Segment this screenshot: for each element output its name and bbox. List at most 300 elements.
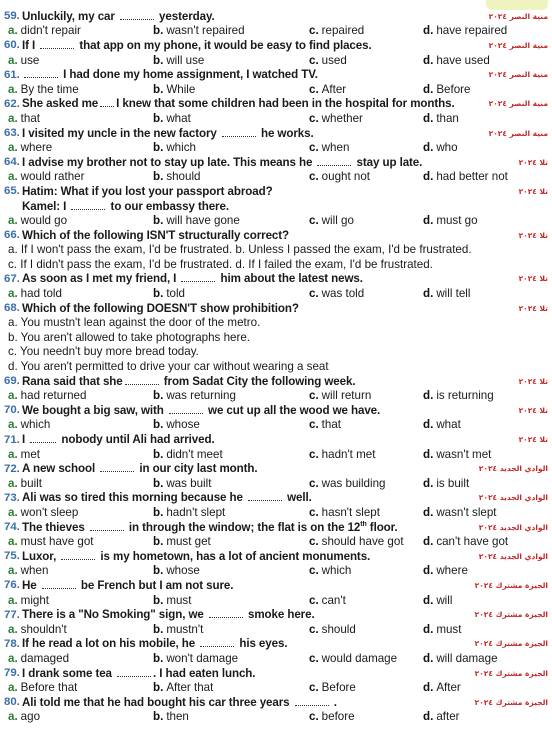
option-letter: d. (423, 535, 434, 549)
option-text: hadn't slept (166, 505, 226, 519)
question-number: 68. (4, 302, 20, 315)
question-text-start: If he read a lot on his mobile, he (22, 637, 199, 651)
option-b[interactable] (153, 418, 309, 431)
option-letter: d. (423, 111, 434, 125)
option-letter: d. (423, 287, 434, 301)
option-letter: a. (8, 418, 18, 432)
option-b[interactable] (153, 594, 309, 607)
option-letter: b. (153, 651, 164, 665)
option-d[interactable] (423, 418, 548, 431)
option-text: Before (436, 82, 471, 96)
option-a[interactable] (8, 83, 153, 96)
option-c[interactable] (309, 710, 423, 723)
option-text: won't sleep (20, 505, 79, 519)
option-c[interactable] (309, 652, 423, 665)
option-text: was building (321, 476, 386, 490)
option-text: was built (166, 476, 212, 490)
question-text-start: There is a "No Smoking" sign, we (22, 608, 207, 622)
option-d[interactable] (423, 477, 548, 490)
option-d[interactable] (423, 141, 548, 154)
question-text-end: smoke here. (244, 608, 315, 622)
option-c[interactable] (309, 418, 423, 431)
option-line[interactable] (4, 359, 548, 374)
question-text (22, 68, 318, 81)
question-row (4, 184, 548, 199)
question-text-end: to our embassy there. (107, 199, 229, 213)
option-letter: a. (8, 82, 18, 96)
option-line[interactable] (4, 257, 548, 272)
option-text: that (20, 111, 41, 125)
option-letter: c. (309, 111, 319, 125)
option-d[interactable] (423, 506, 548, 519)
answer-blank[interactable] (222, 127, 256, 137)
option-text: would damage (321, 651, 398, 665)
option-letter: d. (423, 170, 434, 184)
question-text-start: A new school (22, 462, 99, 476)
source-tag: تلا ٢٠٢٤ (518, 274, 548, 284)
question-text-start: If I (22, 38, 39, 52)
option-letter: b. (153, 111, 164, 125)
option-a[interactable] (8, 170, 153, 183)
option-letter: c. (309, 564, 319, 578)
option-a[interactable] (8, 623, 153, 636)
option-letter: a. (8, 170, 18, 184)
answer-blank[interactable] (125, 375, 159, 385)
question-row (4, 272, 548, 287)
option-b[interactable] (153, 141, 309, 154)
option-text: After that (166, 681, 214, 695)
answer-blank[interactable] (100, 97, 114, 107)
option-a[interactable] (8, 214, 153, 227)
answer-blank[interactable] (317, 156, 351, 166)
option-b[interactable] (153, 389, 309, 402)
question-sheet (4, 9, 548, 724)
question-number: 69. (4, 375, 20, 388)
option-text: should have got (321, 535, 404, 549)
answer-blank[interactable] (169, 404, 203, 414)
question-number: 80. (4, 696, 20, 709)
option-text: met (20, 447, 40, 461)
question-row (4, 666, 548, 681)
option-text: will damage (436, 651, 498, 665)
option-text: before (321, 710, 355, 724)
question-text-end: I had done my home assignment, I watched TV. (60, 68, 318, 82)
source-tag: تلا ٢٠٢٤ (518, 405, 548, 415)
option-line-text: c. You needn't buy more bread today. (8, 345, 199, 359)
options-row (4, 82, 548, 97)
option-a[interactable] (8, 710, 153, 723)
options-row (4, 622, 548, 637)
answer-blank[interactable] (181, 272, 215, 282)
question-text-start: We bought a big saw, with (22, 403, 167, 417)
option-letter: d. (423, 710, 434, 724)
answer-blank[interactable] (295, 696, 329, 706)
answer-blank[interactable] (120, 10, 154, 20)
option-text: told (166, 287, 186, 301)
option-text: was told (321, 287, 365, 301)
question-text-end: in our city last month. (136, 462, 258, 476)
question-text-start: Ali told me that he had bought his car three years (22, 695, 293, 709)
option-letter: b. (153, 535, 164, 549)
option-c[interactable] (309, 83, 423, 96)
option-a[interactable] (8, 141, 153, 154)
question-text-end: well. (283, 491, 312, 505)
option-d[interactable] (423, 170, 548, 183)
question-text (22, 39, 372, 52)
option-line[interactable] (4, 345, 548, 360)
option-letter: a. (8, 24, 18, 38)
question-number: 64. (4, 156, 20, 169)
question-text (22, 272, 363, 285)
question-number: 67. (4, 272, 20, 285)
question-text-start: I (22, 433, 29, 447)
option-d[interactable] (423, 594, 548, 607)
option-text: will return (321, 389, 372, 403)
question-text-start: The thieves (22, 520, 88, 534)
question-text-end: . (330, 695, 337, 709)
option-b[interactable] (153, 214, 309, 227)
options-row (4, 213, 548, 228)
question-text (22, 10, 215, 23)
question-number: 73. (4, 491, 20, 504)
option-text: whose (166, 418, 200, 432)
options-row (4, 140, 548, 155)
option-b[interactable] (153, 112, 309, 125)
option-d[interactable] (423, 652, 548, 665)
option-letter: b. (153, 564, 164, 578)
option-d[interactable] (423, 448, 548, 461)
option-a[interactable] (8, 681, 153, 694)
question-text (22, 696, 337, 709)
option-c[interactable] (309, 681, 423, 694)
question-text-end: from Sadat City the following week. (160, 374, 356, 388)
question-text-start: He (22, 578, 40, 592)
question-text-end: him about the latest news. (217, 272, 363, 286)
option-c[interactable] (309, 389, 423, 402)
option-d[interactable] (423, 214, 548, 227)
option-line[interactable] (4, 243, 548, 258)
answer-blank[interactable] (24, 68, 58, 78)
question-number: 66. (4, 229, 20, 242)
question-text (22, 579, 233, 592)
option-c[interactable] (309, 448, 423, 461)
question-text (22, 521, 398, 534)
option-letter: b. (153, 82, 164, 96)
answer-blank[interactable] (117, 667, 151, 677)
option-letter: a. (8, 111, 18, 125)
option-letter: d. (423, 389, 434, 403)
option-c[interactable] (309, 214, 423, 227)
source-tag: الجيزة مشترك ٢٠٢٤ (474, 639, 548, 649)
option-a[interactable] (8, 535, 153, 548)
option-c[interactable] (309, 24, 423, 37)
option-text: when (20, 564, 49, 578)
option-text: damaged (20, 651, 70, 665)
option-letter: c. (309, 389, 319, 403)
option-d[interactable] (423, 83, 548, 96)
option-letter: d. (423, 681, 434, 695)
option-letter: c. (309, 82, 319, 96)
option-d[interactable] (423, 24, 548, 37)
option-b[interactable] (153, 170, 309, 183)
option-letter: c. (309, 651, 319, 665)
option-text: than (436, 111, 459, 125)
option-text: will tell (436, 287, 471, 301)
answer-blank[interactable] (90, 521, 124, 531)
option-letter: d. (423, 564, 434, 578)
options-row (4, 111, 548, 126)
option-b[interactable] (153, 83, 309, 96)
option-text: what (436, 418, 461, 432)
option-letter: c. (309, 681, 319, 695)
option-b[interactable] (153, 652, 309, 665)
option-letter: b. (153, 710, 164, 724)
question-text-end: stay up late. (353, 155, 423, 169)
option-letter: b. (153, 53, 164, 67)
option-letter: c. (309, 141, 319, 155)
option-a[interactable] (8, 24, 153, 37)
option-text: will (436, 593, 453, 607)
question-text-end: in through the window; the flat is on the 12th floor. (125, 520, 398, 534)
question-text (22, 550, 370, 563)
source-tag: الجيزة مشترك ٢٠٢٤ (474, 580, 548, 590)
question-text-end: his eyes. (236, 637, 288, 651)
option-letter: c. (309, 710, 319, 724)
option-letter: d. (423, 593, 434, 607)
option-b[interactable] (153, 448, 309, 461)
question-row (4, 578, 548, 593)
option-line[interactable] (4, 315, 548, 330)
option-text: had better not (436, 170, 508, 184)
option-b[interactable] (153, 287, 309, 300)
answer-blank[interactable] (30, 433, 56, 443)
option-d[interactable] (423, 681, 548, 694)
options-row (4, 170, 548, 185)
question-text-end: that app on my phone, it would be easy to find places. (76, 38, 372, 52)
question-text-start: Which of the following DOESN'T show prohibition? (22, 301, 299, 315)
option-d[interactable] (423, 710, 548, 723)
question-row (4, 38, 548, 53)
option-letter: d. (423, 82, 434, 96)
option-text: must (166, 593, 192, 607)
option-a[interactable] (8, 594, 153, 607)
option-letter: a. (8, 505, 18, 519)
option-text: After (321, 82, 347, 96)
options-row (4, 534, 548, 549)
option-a[interactable] (8, 54, 153, 67)
option-text: would go (20, 214, 68, 228)
option-letter: b. (153, 24, 164, 38)
option-a[interactable] (8, 652, 153, 665)
answer-blank[interactable] (248, 491, 282, 501)
question-text-end: . I had eaten lunch. (153, 666, 256, 680)
options-row (4, 651, 548, 666)
option-d[interactable] (423, 389, 548, 402)
option-b[interactable] (153, 24, 309, 37)
question-text-start: I advise my brother not to stay up late. This means he (22, 155, 316, 169)
option-letter: d. (423, 53, 434, 67)
option-b[interactable] (153, 681, 309, 694)
option-b[interactable] (153, 477, 309, 490)
option-text: After (436, 681, 461, 695)
option-text: will go (321, 214, 354, 228)
option-a[interactable] (8, 506, 153, 519)
option-text: ought not (321, 170, 371, 184)
question-row (4, 695, 548, 710)
answer-blank[interactable] (42, 579, 76, 589)
option-text: had returned (20, 389, 87, 403)
question-number: 74. (4, 521, 20, 534)
source-tag: تلا ٢٠٢٤ (518, 157, 548, 167)
question-row (4, 67, 548, 82)
option-c[interactable] (309, 287, 423, 300)
option-letter: c. (309, 24, 319, 38)
option-line[interactable] (4, 330, 548, 345)
option-text: must go (436, 214, 478, 228)
option-b[interactable] (153, 54, 309, 67)
question-text (22, 156, 422, 169)
option-text: repaired (321, 24, 365, 38)
option-c[interactable] (309, 112, 423, 125)
option-c[interactable] (309, 623, 423, 636)
source-tag: الوادي الجديد ٢٠٢٤ (478, 493, 548, 503)
option-letter: b. (153, 170, 164, 184)
option-letter: d. (423, 476, 434, 490)
option-b[interactable] (153, 535, 309, 548)
option-text: is returning (436, 389, 494, 403)
option-a[interactable] (8, 287, 153, 300)
question-number: 72. (4, 462, 20, 475)
source-tag: الوادي الجديد ٢٠٢٤ (478, 551, 548, 561)
option-letter: b. (153, 287, 164, 301)
option-d[interactable] (423, 535, 548, 548)
source-tag: منية النصر ٢٠٢٤ (488, 128, 548, 138)
option-text: then (166, 710, 189, 724)
options-row (4, 286, 548, 301)
option-letter: b. (153, 389, 164, 403)
option-letter: a. (8, 710, 18, 724)
option-b[interactable] (153, 506, 309, 519)
question-number: 71. (4, 433, 20, 446)
option-text: should (321, 622, 356, 636)
option-c[interactable] (309, 141, 423, 154)
option-letter: c. (309, 418, 319, 432)
option-d[interactable] (423, 287, 548, 300)
option-b[interactable] (153, 623, 309, 636)
options-row (4, 24, 548, 39)
option-text: whose (166, 564, 200, 578)
option-text: who (436, 141, 458, 155)
question-number: 59. (4, 10, 20, 23)
option-a[interactable] (8, 418, 153, 431)
source-tag: الجيزة مشترك ٢٠٢٤ (474, 668, 548, 678)
source-tag: تلا ٢٠٢٤ (518, 303, 548, 313)
option-a[interactable] (8, 564, 153, 577)
question-text-end: he works. (257, 126, 314, 140)
source-tag: تلا ٢٠٢٤ (518, 376, 548, 386)
question-text-start: Unluckily, my car (22, 9, 118, 23)
option-c[interactable] (309, 477, 423, 490)
option-text: hadn't met (321, 447, 376, 461)
question-row (4, 155, 548, 170)
source-tag: منية النصر ٢٠٢٤ (488, 40, 548, 50)
answer-blank[interactable] (40, 39, 74, 49)
option-b[interactable] (153, 710, 309, 723)
source-tag: تلا ٢٠٢٤ (518, 435, 548, 445)
answer-blank[interactable] (71, 200, 105, 210)
option-text: have repaired (436, 24, 508, 38)
source-tag: تلا ٢٠٢٤ (518, 186, 548, 196)
options-row (4, 53, 548, 68)
question-text-end: is my hometown, has a lot of ancient monuments. (97, 549, 371, 563)
option-c[interactable] (309, 535, 423, 548)
answer-blank[interactable] (209, 608, 243, 618)
question-row (4, 301, 548, 316)
option-a[interactable] (8, 389, 153, 402)
option-line-text: c. If I didn't pass the exam, I'd be frustrated. d. If I failed the exam, I'd be frustrated. (8, 257, 433, 271)
option-a[interactable] (8, 448, 153, 461)
option-text: whether (321, 111, 363, 125)
option-c[interactable] (309, 170, 423, 183)
question-text-start: Kamel: I (22, 199, 70, 213)
option-text: after (436, 710, 460, 724)
option-c[interactable] (309, 564, 423, 577)
option-d[interactable] (423, 564, 548, 577)
option-text: should (166, 170, 201, 184)
option-letter: b. (153, 622, 164, 636)
option-c[interactable] (309, 54, 423, 67)
question-text (22, 637, 287, 650)
option-a[interactable] (8, 477, 153, 490)
option-letter: c. (309, 505, 319, 519)
option-c[interactable] (309, 506, 423, 519)
option-text: wasn't slept (436, 505, 497, 519)
question-text (22, 200, 229, 213)
option-c[interactable] (309, 594, 423, 607)
option-d[interactable] (423, 623, 548, 636)
answer-blank[interactable] (61, 550, 95, 560)
option-letter: b. (153, 681, 164, 695)
options-row (4, 388, 548, 403)
option-d[interactable] (423, 54, 548, 67)
question-row (4, 637, 548, 652)
option-letter: c. (309, 287, 319, 301)
option-a[interactable] (8, 112, 153, 125)
option-b[interactable] (153, 564, 309, 577)
answer-blank[interactable] (100, 462, 134, 472)
option-letter: d. (423, 418, 434, 432)
option-text: While (166, 82, 196, 96)
option-letter: c. (309, 214, 319, 228)
option-letter: d. (423, 141, 434, 155)
question-number: 63. (4, 127, 20, 140)
question-row (4, 9, 548, 24)
question-text (22, 302, 299, 315)
option-letter: b. (153, 214, 164, 228)
question-text-start: I drank some tea (22, 666, 116, 680)
question-text (22, 433, 215, 446)
option-text: is built (436, 476, 470, 490)
question-row-continued (4, 199, 548, 214)
option-text: mustn't (166, 622, 204, 636)
source-tag: الوادي الجديد ٢٠٢٤ (478, 464, 548, 474)
option-letter: d. (423, 505, 434, 519)
option-letter: a. (8, 214, 18, 228)
question-text-start: Rana said that she (22, 374, 123, 388)
option-d[interactable] (423, 112, 548, 125)
question-row (4, 403, 548, 418)
answer-blank[interactable] (200, 637, 234, 647)
